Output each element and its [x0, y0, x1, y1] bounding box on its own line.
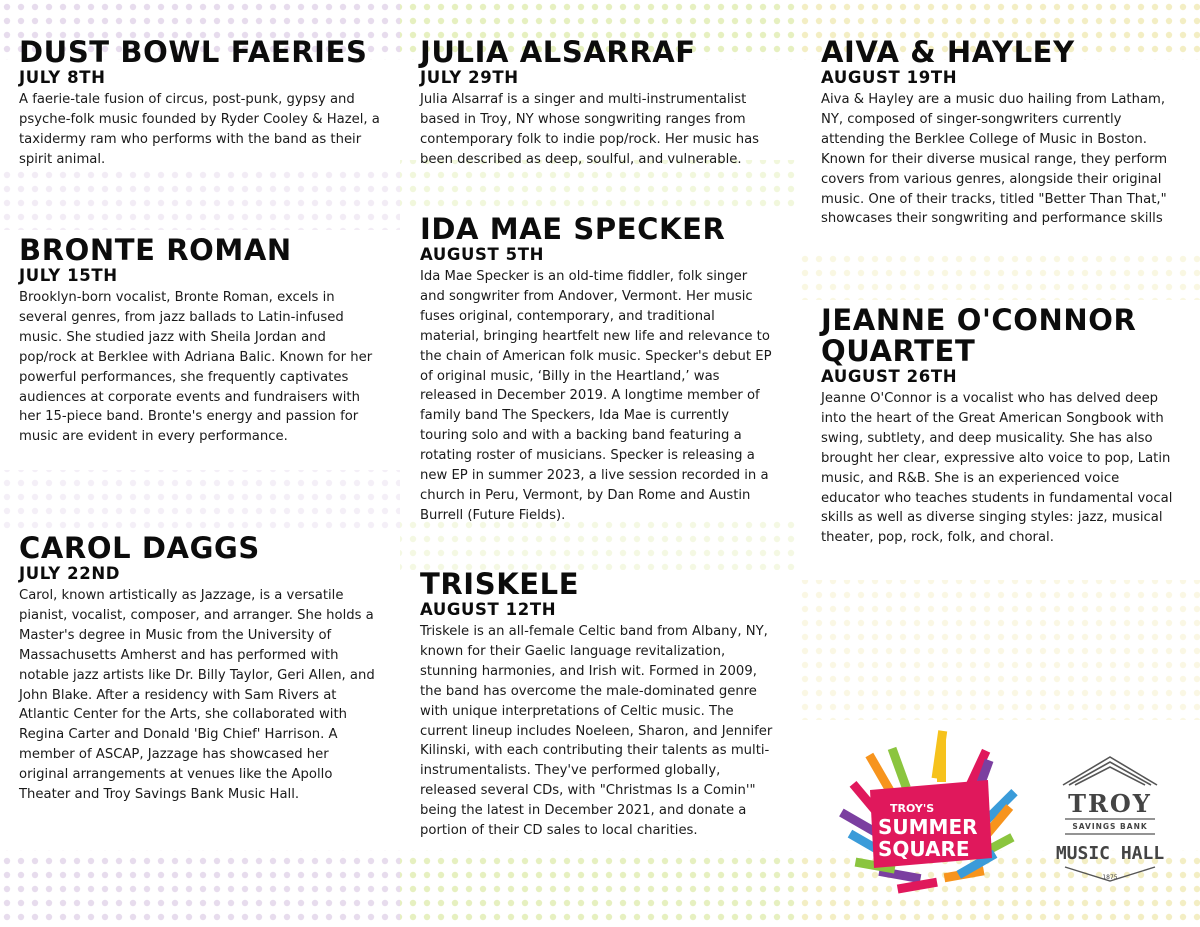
artist-name: JEANNE O'CONNOR QUARTET [821, 303, 1137, 368]
performance-date: AUGUST 19TH [821, 68, 958, 87]
summer-square-line1: TROY'S [890, 802, 935, 815]
artist-name: JULIA ALSARRAF [420, 35, 696, 69]
artist-entry [821, 37, 1181, 229]
music-hall-line2: SAVINGS BANK [1072, 822, 1148, 831]
artist-bio: Julia Alsarraf is a singer and multi-instrumentalist based in Troy, NY whose songwriting ranges from contemporary folk to indie pop/rock. Her music has been described as deep, soulful, and vulnerable. [420, 92, 760, 167]
artist-bio: Jeanne O'Connor is a vocalist who has delved deep into the heart of the Great American Songbook with swing, subtlety, and deep musicality. She has also brought her clear, expressive alto voice to pop, Latin music, and R&B. She is an experienced voice educator who teaches students in fundamental vocal skills as well as diverse singing styles: jazz, musical theater, pop, rock, folk, and choral. [821, 391, 1173, 546]
artist-entry [19, 533, 379, 805]
performance-date: JULY 8TH [19, 68, 106, 87]
artist-name: TRISKELE [420, 567, 580, 601]
artist-entry [420, 37, 780, 170]
performance-date: JULY 15TH [19, 266, 118, 285]
music-hall-line1: TROY [1068, 789, 1152, 818]
performance-date: AUGUST 12TH [420, 600, 557, 619]
summer-square-logo [830, 730, 1030, 910]
music-hall-line4: 1875 [1102, 874, 1118, 881]
artist-bio: Aiva & Hayley are a music duo hailing from Latham, NY, composed of singer-songwriters currently attending the Berklee College of Music in Boston. Known for their diverse musical range, they perform covers from various genres, alongside their original music. One of their tracks, titled "Better Than That," showcases their songwriting and performance skills [821, 92, 1168, 227]
sponsor-logos [830, 730, 1170, 920]
artist-bio: Ida Mae Specker is an old-time fiddler, folk singer and songwriter from Andover, Vermont. Her music fuses original, contemporary, and traditional material, bringing heartfelt new life and relevance to the chain of American folk music. Specker's debut EP of original music, ‘Billy in the Heartland,’ was released in December 2019. A longtime member of family band The Speckers, Ida Mae is currently touring solo and with a backing band featuring a rotating roster of musicians. Specker is releasing a new EP in summer 2023, a live session recorded in a church in Peru, Vermont, by Dan Rome and Austin Burrell (Future Fields). [420, 269, 772, 523]
artist-entry [19, 235, 379, 447]
performance-date: JULY 22ND [19, 564, 121, 583]
artist-bio: Brooklyn-born vocalist, Bronte Roman, excels in several genres, from jazz ballads to Latin-infused music. She studied jazz with Sheila Jordan and pop/rock at Berklee with Adriana Balic. Known for her powerful performances, she frequently captivates audiences at corporate events and fundraisers with her 15-piece band. Bronte's energy and passion for music are evident in every performance. [19, 290, 373, 445]
roof-lines-icon [1063, 757, 1157, 785]
artist-entry [821, 305, 1181, 548]
summer-square-line2: SUMMER [878, 815, 978, 839]
artist-entry [420, 569, 780, 841]
performance-date: AUGUST 26TH [821, 367, 958, 386]
artist-entry [19, 37, 379, 170]
artist-name: CAROL DAGGS [19, 531, 260, 565]
artist-name: IDA MAE SPECKER [420, 212, 726, 246]
artist-entry [420, 214, 780, 526]
artist-name: DUST BOWL FAERIES [19, 35, 368, 69]
artist-bio: Triskele is an all-female Celtic band from Albany, NY, known for their Gaelic language revitalization, stunning harmonies, and Irish wit. Formed in 2009, the band has overcome the male-dominated genre with unique interpretations of Celtic music. The current lineup includes Noeleen, Sharon, and Jennifer Kilinski, with each contributing their talents as multi-instrumentalists. They've performed globally, released several CDs, with "Christmas Is a Comin'" being the latest in December 2021, and donate a portion of their CD sales to local charities. [420, 624, 773, 839]
artist-bio: Carol, known artistically as Jazzage, is a versatile pianist, vocalist, composer, and arranger. She holds a Master's degree in Music from the University of Massachusetts Amherst and has performed with notable jazz artists like Dr. Billy Taylor, Geri Allen, and John Blake. After a residency with Sam Rivers at Atlantic Center for the Arts, she collaborated with Regina Carter and Donald 'Big Chief' Harrison. A member of ASCAP, Jazzage has showcased her original arrangements at venues like the Apollo Theater and Troy Savings Bank Music Hall. [19, 588, 375, 803]
artist-name: BRONTE ROMAN [19, 233, 292, 267]
artist-name: AIVA & HAYLEY [821, 35, 1075, 69]
music-hall-logo [1055, 755, 1165, 895]
performance-date: JULY 29TH [420, 68, 519, 87]
artist-bio: A faerie-tale fusion of circus, post-punk, gypsy and psyche-folk music founded by Ryder Cooley & Hazel, a taxidermy ram who performs with the band as their spirit animal. [19, 92, 380, 167]
summer-square-line3: SQUARE [878, 837, 970, 861]
music-hall-line3: MUSIC HALL [1055, 843, 1165, 864]
performance-date: AUGUST 5TH [420, 245, 545, 264]
